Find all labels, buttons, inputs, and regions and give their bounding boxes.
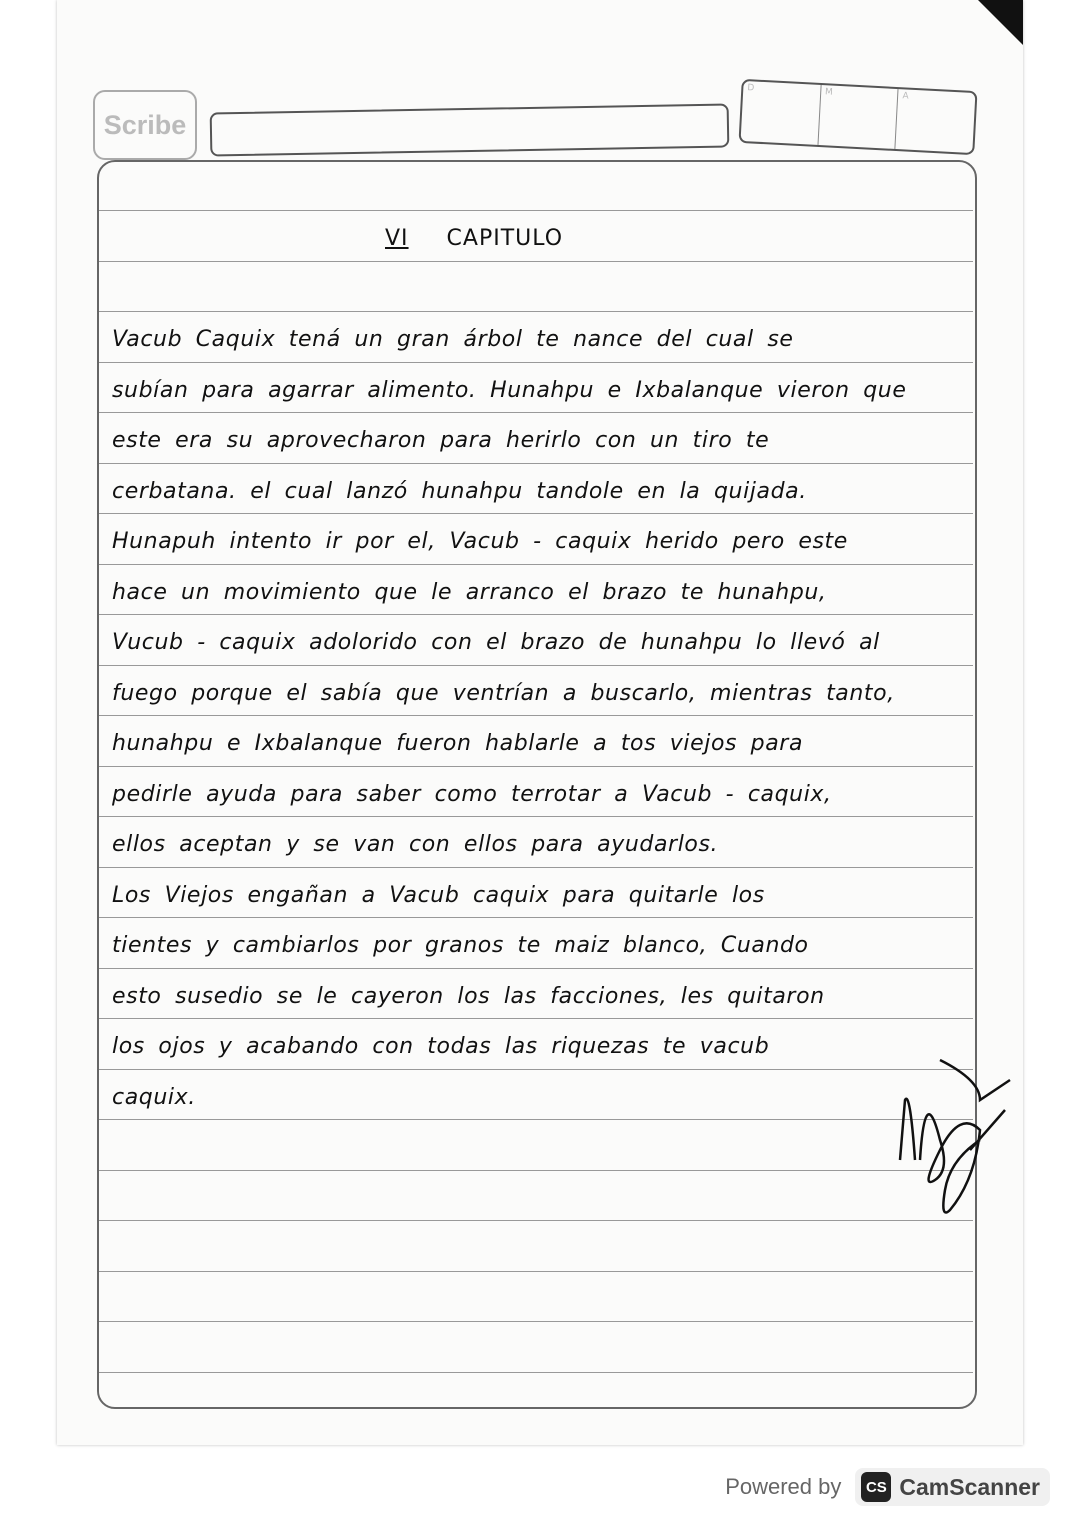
ruled-line: [99, 1170, 973, 1171]
chapter-title: CAPITULO: [446, 226, 564, 251]
chapter-heading: [385, 226, 563, 251]
text-line: hunahpu e Ixbalanque fueron hablarle a tos viejos para: [112, 731, 804, 756]
page-corner-shadow: [978, 0, 1023, 45]
ruled-line: [99, 1321, 973, 1322]
date-field-box: [738, 79, 977, 155]
ruled-line: [99, 261, 973, 262]
text-line: Los Viejos engañan a Vacub caquix para quitarle los: [112, 882, 765, 908]
text-line: Vucub - caquix adolorido con el brazo de hunahpu lo llevó al: [112, 630, 880, 655]
text-line: esto susedio se le cayeron los las facciones, les quitaron: [112, 983, 825, 1009]
brand-logo: Scribe: [93, 90, 197, 160]
text-line: hace un movimiento que le arranco el brazo te hunahpu,: [112, 579, 827, 605]
ruled-line: [99, 210, 973, 211]
camscanner-name: CamScanner: [899, 1473, 1040, 1500]
ruled-line: [99, 1372, 973, 1373]
handwritten-body: [112, 327, 982, 1135]
ruled-line: [99, 311, 973, 312]
camscanner-logo-icon: CS: [861, 1472, 891, 1502]
camscanner-badge: [855, 1468, 1050, 1506]
scanner-watermark: [725, 1468, 1050, 1506]
powered-by-label: Powered by: [725, 1474, 842, 1499]
name-field-box: [210, 103, 730, 156]
chapter-number: VI: [385, 226, 409, 251]
ruled-line: [99, 1271, 973, 1272]
text-line: Vacub Caquix tená un gran árbol te nance del cual se: [112, 327, 794, 352]
text-line: ellos aceptan y se van con ellos para ayudarlos.: [112, 832, 719, 857]
date-day-label: D: [741, 81, 822, 145]
text-line: este era su aprovecharon para herirlo con un tiro te: [112, 428, 770, 453]
text-line: Hunapuh intento ir por el, Vacub - caquix herido pero este: [112, 529, 848, 554]
ruled-line: [99, 1220, 973, 1221]
date-month-label: M: [818, 85, 899, 149]
text-line: pedirle ayuda para saber como terrotar a Vacub - caquix,: [112, 781, 832, 807]
text-line: tientes y cambiarlos por granos te maiz blanco, Cuando: [112, 933, 809, 958]
text-line: cerbatana. el cual lanzó hunahpu tandole en la quijada.: [112, 478, 807, 504]
text-line: caquix.: [112, 1084, 196, 1110]
text-line: los ojos y acabando con todas las riquezas te vacub: [112, 1034, 770, 1059]
text-line: subían para agarrar alimento. Hunahpu e Ixbalanque vieron que: [112, 377, 907, 403]
text-line: fuego porque el sabía que ventrían a buscarlo, mientras tanto,: [112, 680, 895, 706]
date-year-label: A: [902, 91, 909, 102]
handwritten-signature: [880, 1040, 1020, 1240]
